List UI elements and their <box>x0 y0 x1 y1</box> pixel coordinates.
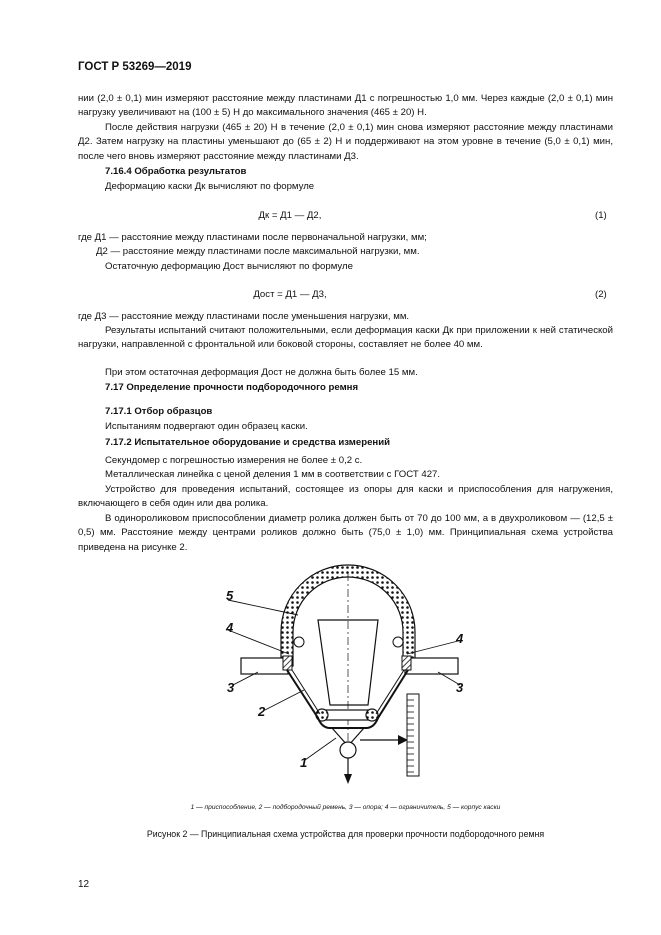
formula-2-number: (2) <box>595 289 607 300</box>
support-right <box>405 658 458 674</box>
formula-2: Дост = Д1 — Д3, <box>253 289 327 300</box>
paragraph-7: Испытаниям подвергают один образец каски. <box>105 421 308 432</box>
section-7-17-2-heading: 7.17.2 Испытательное оборудование и средства измерений <box>105 437 391 448</box>
rivet-left <box>294 637 304 647</box>
section-7-17-1-heading: 7.17.1 Отбор образцов <box>105 406 213 417</box>
fixture-bar <box>325 710 371 720</box>
label-3-left: 3 <box>227 680 235 695</box>
paragraph-11: В одинороликовом приспособлении диаметр ролика должен быть от 70 до 100 мм, а в двухроликовом — (12,5 ± 0,5) мм. Расстояние между центрами роликов должно быть (75,0 ± 1,0) мм. Принципиальная схема устройства приведена на рисунке 2. <box>78 513 613 553</box>
paragraph-2: После действия нагрузки (465 ± 20) Н в течение (2,0 ± 0,1) мин снова измеряют расстояние между пластинами Д2. Затем нагрузку на пластины уменьшают до (65 ± 2) Н и поддерживают на этом уровне в течение (5,0 ± 0,1) мин, после чего вновь измеряют расстояние между пластинами Д3. <box>78 122 613 162</box>
where-line-2: Д2 — расстояние между пластинами после максимальной нагрузки, мм. <box>96 246 420 257</box>
figure-legend: 1 — приспособление, 2 — подбородочный ремень, 3 — опора; 4 — ограничитель, 5 — корпус каски <box>190 804 501 811</box>
label-3-right: 3 <box>456 680 464 695</box>
label-5: 5 <box>226 588 234 603</box>
paragraph-4: Остаточную деформацию Дост вычисляют по формуле <box>105 261 353 272</box>
paragraph-10: Устройство для проведения испытаний, состоящее из опоры для каски и приспособления для нагружения, включающего в себя один или два ролика. <box>78 484 613 510</box>
paragraph-6: При этом остаточная деформация Дост не должна быть более 15 мм. <box>105 367 418 378</box>
paragraph-5: Результаты испытаний считают положительными, если деформация каски Дк при приложении к ней статической нагрузки, направленной с фронтальной или боковой стороны, составляет не более 40 мм. <box>78 325 613 351</box>
limiter-left <box>283 656 292 670</box>
label-1: 1 <box>300 755 308 770</box>
where-line-3: где Д3 — расстояние между пластинами после уменьшения нагрузки, мм. <box>78 311 410 322</box>
formula-1: Дк = Д1 — Д2, <box>258 210 322 221</box>
section-7-16-4-heading: 7.16.4 Обработка результатов <box>105 166 247 177</box>
figure-caption: Рисунок 2 — Принципиальная схема устройства для проверки прочности подбородочного ремня <box>146 829 545 839</box>
where-line-1: где Д1 — расстояние между пластинами после первоначальной нагрузки, мм; <box>78 232 427 243</box>
roller-right <box>366 709 378 721</box>
section-7-17-heading: 7.17 Определение прочности подбородочного ремня <box>105 382 359 393</box>
label-4-left: 4 <box>226 620 234 635</box>
formula-1-number: (1) <box>595 210 607 221</box>
paragraph-3: Деформацию каски Дк вычисляют по формуле <box>105 181 315 192</box>
limiter-right <box>402 656 411 670</box>
page-number: 12 <box>78 879 90 890</box>
label-4-right: 4 <box>456 631 464 646</box>
paragraph-8: Секундомер с погрешностью измерения не более ± 0,2 с. <box>105 455 363 466</box>
paragraph-1: нии (2,0 ± 0,1) мин измеряют расстояние между пластинами Д1 с погрешностью 1,0 мм. Через каждые (2,0 ± 0,1) мин нагрузку увеличивают на (100 ± 5) Н до максимального значения (465 ± 20) Н. <box>78 93 613 119</box>
label-2: 2 <box>258 704 266 719</box>
document-header: ГОСТ Р 53269—2019 <box>78 61 192 73</box>
support-left <box>241 658 288 674</box>
load-arrow-down <box>344 774 352 784</box>
paragraph-9: Металлическая линейка с ценой деления 1 мм в соответствии с ГОСТ 427. <box>105 469 441 480</box>
rivet-right <box>393 637 403 647</box>
